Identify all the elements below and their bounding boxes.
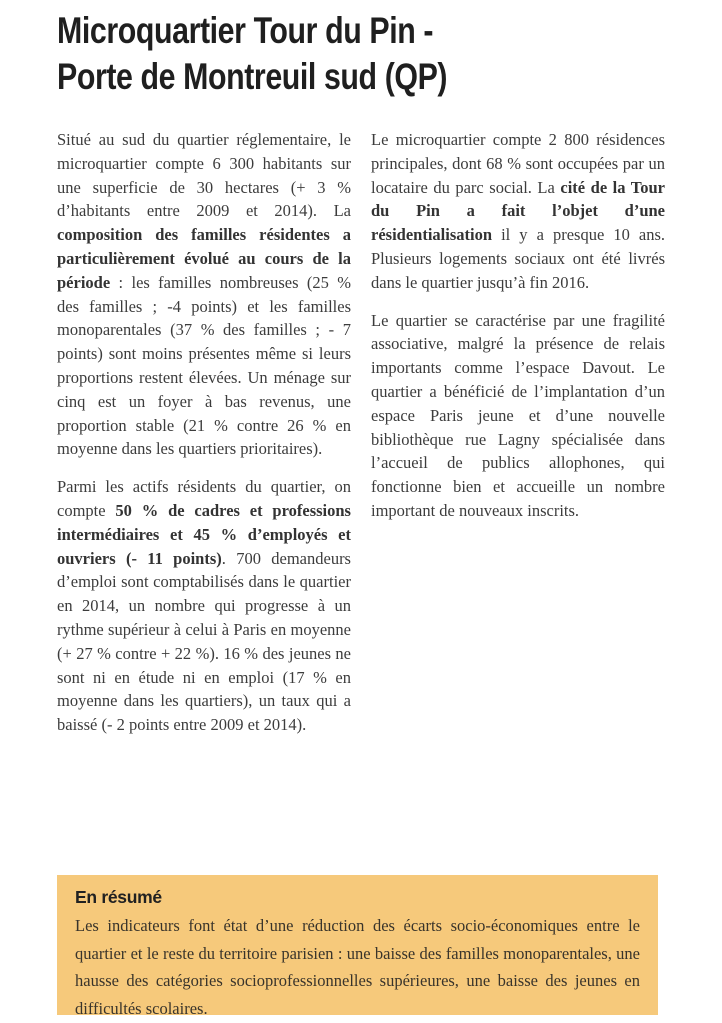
summary-heading: En résumé [75,887,162,907]
paragraph-left-2: Parmi les actifs résidents du quartier, on compte 50 % de cadres et professions intermédiaires et 45 % d’employés et ouvriers (- 11 points). 700 demandeurs d’emploi sont comptabilisés dans le quartier en 2014, un nombre qui progresse à un rythme supérieur à celui à Paris en moyenne (+ 27 % contre + 22 %). 16 % des jeunes ne sont ni en étude ni en emploi (17 % en moyenne dans les quartiers), un taux qui a baissé (- 2 points entre 2009 et 2014). [57,477,351,735]
paragraph-right-2: Le quartier se caractérise par une fragilité associative, malgré la présence de relais importants comme l’espace Davout. Le quartier a bénéficié de l’implantation d’un espace Paris jeune et d’une nouvelle bibliothèque rue Lagny spécialisée dans l’accueil de publics allophones, qui fonctionne bien et accueille un nombre important de nouveaux inscrits. [371,310,665,520]
column-left [57,128,351,751]
body-columns [57,128,665,751]
page-title-line2: Porte de Montreuil sud (QP) [57,56,448,97]
page-title-line1: Microquartier Tour du Pin - [57,10,434,51]
paragraph-left-1: Situé au sud du quartier réglementaire, le microquartier compte 6 300 habitants sur une superficie de 30 hectares (+ 3 % d’habitants entre 2009 et 2014). La composition des familles résidentes a particulièrement évolué au cours de la période : les familles nombreuses (25 % des familles ; -4 points) et les familles monoparentales (37 % des familles ; - 7 points) sont moins présentes même si leurs proportions restent élevées. Un ménage sur cinq est un foyer à bas revenus, une proportion stable (21 % contre 26 % en moyenne dans les quartiers prioritaires). [57,130,351,459]
paragraph-right-1: Le microquartier compte 2 800 résidences principales, dont 68 % sont occupées par un locataire du parc social. La cité de la Tour du Pin a fait l’objet d’une résidentialisation il y a presque 10 ans. Plusieurs logements sociaux ont été livrés dans le quartier jusqu’à fin 2016. [371,130,665,292]
page-title [57,8,447,100]
summary-box [57,875,658,1018]
column-right [371,128,665,751]
summary-text: Les indicateurs font état d’une réduction des écarts socio-économiques entre le quartier et le reste du territoire parisien : une baisse des familles monoparentales, une hausse des catégories socioprofessionnelles supérieures, une baisse des jeunes en difficultés scolaires. [75,916,640,1018]
